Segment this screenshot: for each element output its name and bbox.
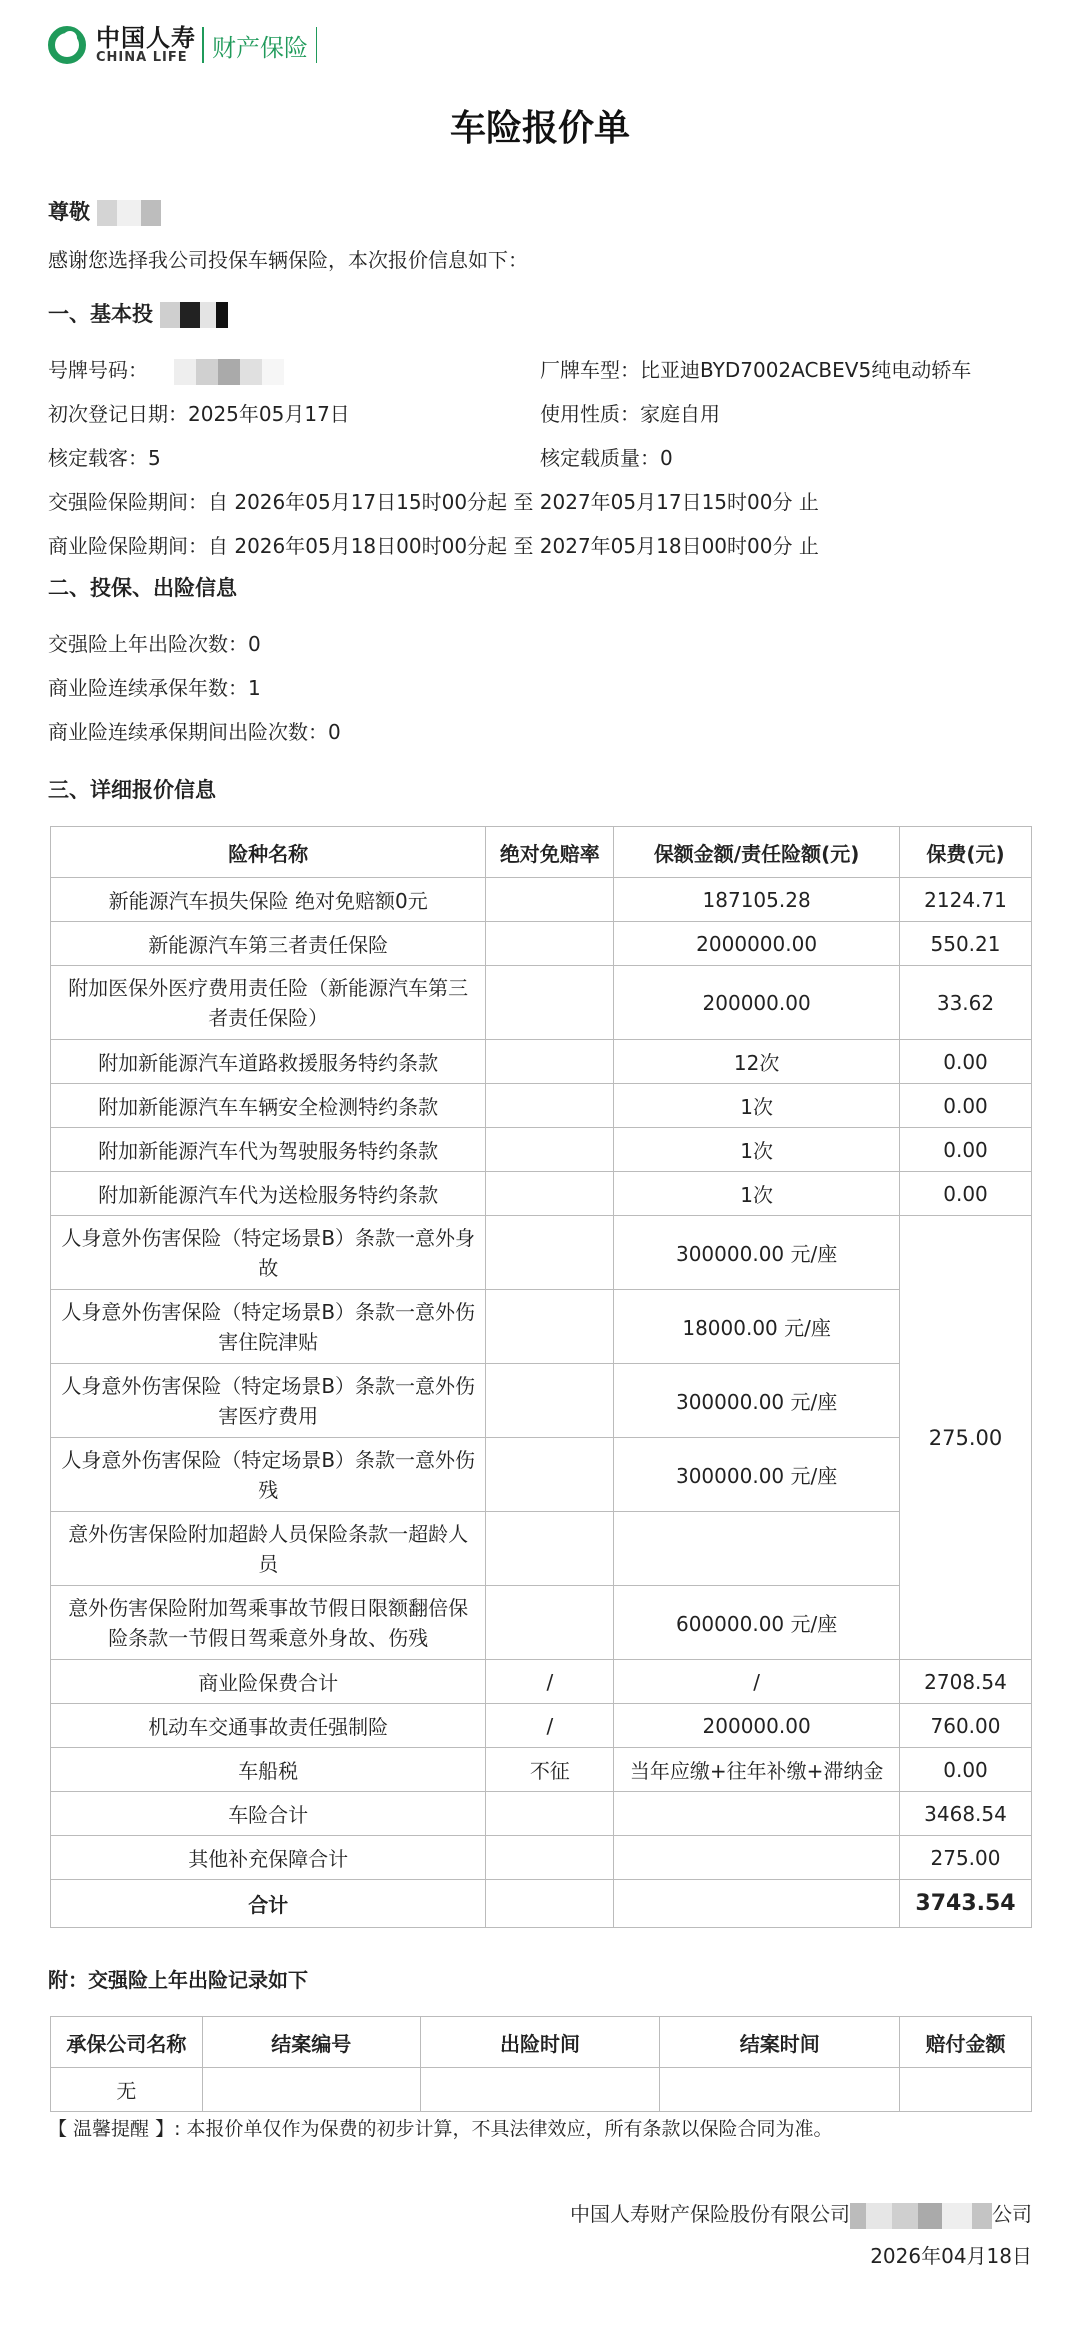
section-basic-heading <box>48 298 228 328</box>
logo-english: CHINA LIFE <box>96 49 188 65</box>
footer-company-name: 中国人寿财产保险股份有限公司 <box>570 2202 850 2226</box>
row-name: 附加医保外医疗费用责任险（新能源汽车第三者责任保险） <box>51 966 486 1040</box>
row-deduct <box>486 922 614 966</box>
row-amount: 187105.28 <box>614 878 900 922</box>
row-amount <box>614 1792 900 1836</box>
row-name: 人身意外伤害保险（特定场景B）条款一意外伤残 <box>51 1438 486 1512</box>
appendix-heading: 附：交强险上年出险记录如下 <box>48 1968 308 1992</box>
row-name: 其他补充保障合计 <box>51 1836 486 1880</box>
load-capacity: 核定载质量：0 <box>540 446 673 470</box>
logo-subtitle: 财产保险 <box>212 33 308 62</box>
sy-years: 商业险连续承保年数：1 <box>48 676 261 700</box>
table-row <box>51 1040 1032 1084</box>
row-deduct <box>486 1040 614 1084</box>
header-deductible: 绝对免赔率 <box>486 827 614 878</box>
row-deduct <box>486 1836 614 1880</box>
table-row <box>51 1216 1032 1290</box>
row-premium: 33.62 <box>900 966 1032 1040</box>
row-deduct <box>486 1512 614 1586</box>
table-row <box>51 1836 1032 1880</box>
table-row <box>51 922 1032 966</box>
row-deduct: / <box>486 1660 614 1704</box>
total-deduct <box>486 1880 614 1928</box>
quote-table <box>50 826 1032 1928</box>
row-amount: 200000.00 <box>614 1704 900 1748</box>
registration-date: 初次登记日期：2025年05月17日 <box>48 402 350 426</box>
row-name: 人身意外伤害保险（特定场景B）条款一意外身故 <box>51 1216 486 1290</box>
vehicle-model: 厂牌车型：比亚迪BYD7002ACBEV5纯电动轿车 <box>540 358 972 382</box>
row-amount: 1次 <box>614 1128 900 1172</box>
header-incident-time: 出险时间 <box>420 2017 660 2068</box>
redacted-name <box>97 200 161 226</box>
record-company: 无 <box>51 2068 203 2112</box>
record-incident-time <box>420 2068 660 2112</box>
row-deduct <box>486 1290 614 1364</box>
row-premium: 760.00 <box>900 1704 1032 1748</box>
quote-table-header <box>51 827 1032 878</box>
section-claims-heading: 二、投保、出险信息 <box>48 576 237 600</box>
intro-text: 感谢您选择我公司投保车辆保险，本次报价信息如下： <box>48 248 528 272</box>
section-detail-heading: 三、详细报价信息 <box>48 778 216 802</box>
table-row <box>51 966 1032 1040</box>
row-name: 商业险保费合计 <box>51 1660 486 1704</box>
row-amount: 200000.00 <box>614 966 900 1040</box>
row-amount <box>614 1836 900 1880</box>
row-name: 人身意外伤害保险（特定场景B）条款一意外伤害医疗费用 <box>51 1364 486 1438</box>
header-case-number: 结案编号 <box>202 2017 420 2068</box>
footer-company <box>570 2198 1032 2229</box>
seat-count: 核定载客：5 <box>48 446 161 470</box>
usage-type: 使用性质：家庭自用 <box>540 402 720 426</box>
row-premium: 0.00 <box>900 1084 1032 1128</box>
claims-record-table <box>50 2016 1032 2112</box>
footer-company-tail: 公司 <box>992 2202 1032 2226</box>
row-deduct: / <box>486 1704 614 1748</box>
table-row <box>51 1084 1032 1128</box>
table-row <box>51 1172 1032 1216</box>
header-amount: 保额金额/责任险额(元) <box>614 827 900 878</box>
table-row <box>51 1512 1032 1586</box>
row-premium: 2708.54 <box>900 1660 1032 1704</box>
row-deduct <box>486 878 614 922</box>
row-deduct <box>486 1172 614 1216</box>
redacted-heading <box>160 302 228 328</box>
redacted-plate <box>174 359 284 385</box>
table-row <box>51 1364 1032 1438</box>
row-name: 新能源汽车损失保险 绝对免赔额0元 <box>51 878 486 922</box>
row-name: 意外伤害保险附加超龄人员保险条款一超龄人员 <box>51 1512 486 1586</box>
plate-label: 号牌号码： <box>48 358 148 382</box>
row-deduct: 不征 <box>486 1748 614 1792</box>
table-row <box>51 1290 1032 1364</box>
record-table-header <box>51 2017 1032 2068</box>
greeting-text: 尊敬 <box>48 200 90 224</box>
accident-premium: 275.00 <box>900 1216 1032 1660</box>
header-premium: 保费(元) <box>900 827 1032 878</box>
row-deduct <box>486 1586 614 1660</box>
row-amount: 600000.00 元/座 <box>614 1586 900 1660</box>
row-amount: 12次 <box>614 1040 900 1084</box>
header-insurance-name: 险种名称 <box>51 827 486 878</box>
row-deduct <box>486 1216 614 1290</box>
logo-divider-right <box>316 27 317 63</box>
sy-period: 商业险保险期间：自 2026年05月18日00时00分起 至 2027年05月18日00时00分 止 <box>48 534 819 558</box>
row-premium: 0.00 <box>900 1748 1032 1792</box>
total-label: 合计 <box>51 1880 486 1928</box>
section-basic-text: 一、基本投 <box>48 302 153 326</box>
row-amount: / <box>614 1660 900 1704</box>
row-premium: 0.00 <box>900 1172 1032 1216</box>
record-close-time <box>660 2068 900 2112</box>
total-row <box>51 1880 1032 1928</box>
row-amount: 当年应缴+往年补缴+滞纳金 <box>614 1748 900 1792</box>
row-deduct <box>486 1364 614 1438</box>
row-premium: 0.00 <box>900 1128 1032 1172</box>
row-amount: 300000.00 元/座 <box>614 1438 900 1512</box>
row-premium: 550.21 <box>900 922 1032 966</box>
table-row <box>51 1704 1032 1748</box>
row-name: 附加新能源汽车道路救援服务特约条款 <box>51 1040 486 1084</box>
logo-chinese: 中国人寿 <box>96 23 196 52</box>
row-deduct <box>486 1084 614 1128</box>
row-premium: 0.00 <box>900 1040 1032 1084</box>
row-amount: 1次 <box>614 1172 900 1216</box>
footer-date: 2026年04月18日 <box>870 2244 1032 2268</box>
row-amount: 300000.00 元/座 <box>614 1364 900 1438</box>
jq-last-claims: 交强险上年出险次数：0 <box>48 632 261 656</box>
row-name: 机动车交通事故责任强制险 <box>51 1704 486 1748</box>
row-name: 附加新能源汽车代为送检服务特约条款 <box>51 1172 486 1216</box>
company-logo <box>48 20 317 70</box>
page-title: 车险报价单 <box>449 108 630 149</box>
logo-divider <box>202 27 204 63</box>
row-amount: 18000.00 元/座 <box>614 1290 900 1364</box>
greeting <box>48 196 161 226</box>
record-payout <box>900 2068 1032 2112</box>
row-deduct <box>486 1792 614 1836</box>
row-name: 附加新能源汽车代为驾驶服务特约条款 <box>51 1128 486 1172</box>
table-row <box>51 2068 1032 2112</box>
china-life-logo-icon <box>48 26 86 64</box>
row-amount: 2000000.00 <box>614 922 900 966</box>
table-row <box>51 1128 1032 1172</box>
header-payout: 赔付金额 <box>900 2017 1032 2068</box>
row-premium: 2124.71 <box>900 878 1032 922</box>
redacted-branch <box>850 2203 992 2229</box>
plate-number <box>48 354 284 385</box>
row-amount: 300000.00 元/座 <box>614 1216 900 1290</box>
header-company: 承保公司名称 <box>51 2017 203 2068</box>
row-name: 新能源汽车第三者责任保险 <box>51 922 486 966</box>
table-row <box>51 1586 1032 1660</box>
row-amount: 1次 <box>614 1084 900 1128</box>
row-deduct <box>486 966 614 1040</box>
table-row <box>51 1438 1032 1512</box>
jq-period: 交强险保险期间：自 2026年05月17日15时00分起 至 2027年05月17日15时00分 止 <box>48 490 819 514</box>
row-name: 车险合计 <box>51 1792 486 1836</box>
row-name: 附加新能源汽车车辆安全检测特约条款 <box>51 1084 486 1128</box>
row-premium: 275.00 <box>900 1836 1032 1880</box>
header-close-time: 结案时间 <box>660 2017 900 2068</box>
row-deduct <box>486 1128 614 1172</box>
total-value: 3743.54 <box>900 1880 1032 1928</box>
table-row <box>51 1748 1032 1792</box>
table-row <box>51 878 1032 922</box>
total-amount <box>614 1880 900 1928</box>
row-amount <box>614 1512 900 1586</box>
sy-claims: 商业险连续承保期间出险次数：0 <box>48 720 341 744</box>
row-name: 人身意外伤害保险（特定场景B）条款一意外伤害住院津贴 <box>51 1290 486 1364</box>
record-case-number <box>202 2068 420 2112</box>
table-row <box>51 1660 1032 1704</box>
table-row <box>51 1792 1032 1836</box>
warm-reminder: 【 温馨提醒 】: 本报价单仅作为保费的初步计算，不具法律效应，所有条款以保险合同为准。 <box>48 2118 833 2140</box>
row-name: 车船税 <box>51 1748 486 1792</box>
row-deduct <box>486 1438 614 1512</box>
row-name: 意外伤害保险附加驾乘事故节假日限额翻倍保险条款一节假日驾乘意外身故、伤残 <box>51 1586 486 1660</box>
row-premium: 3468.54 <box>900 1792 1032 1836</box>
